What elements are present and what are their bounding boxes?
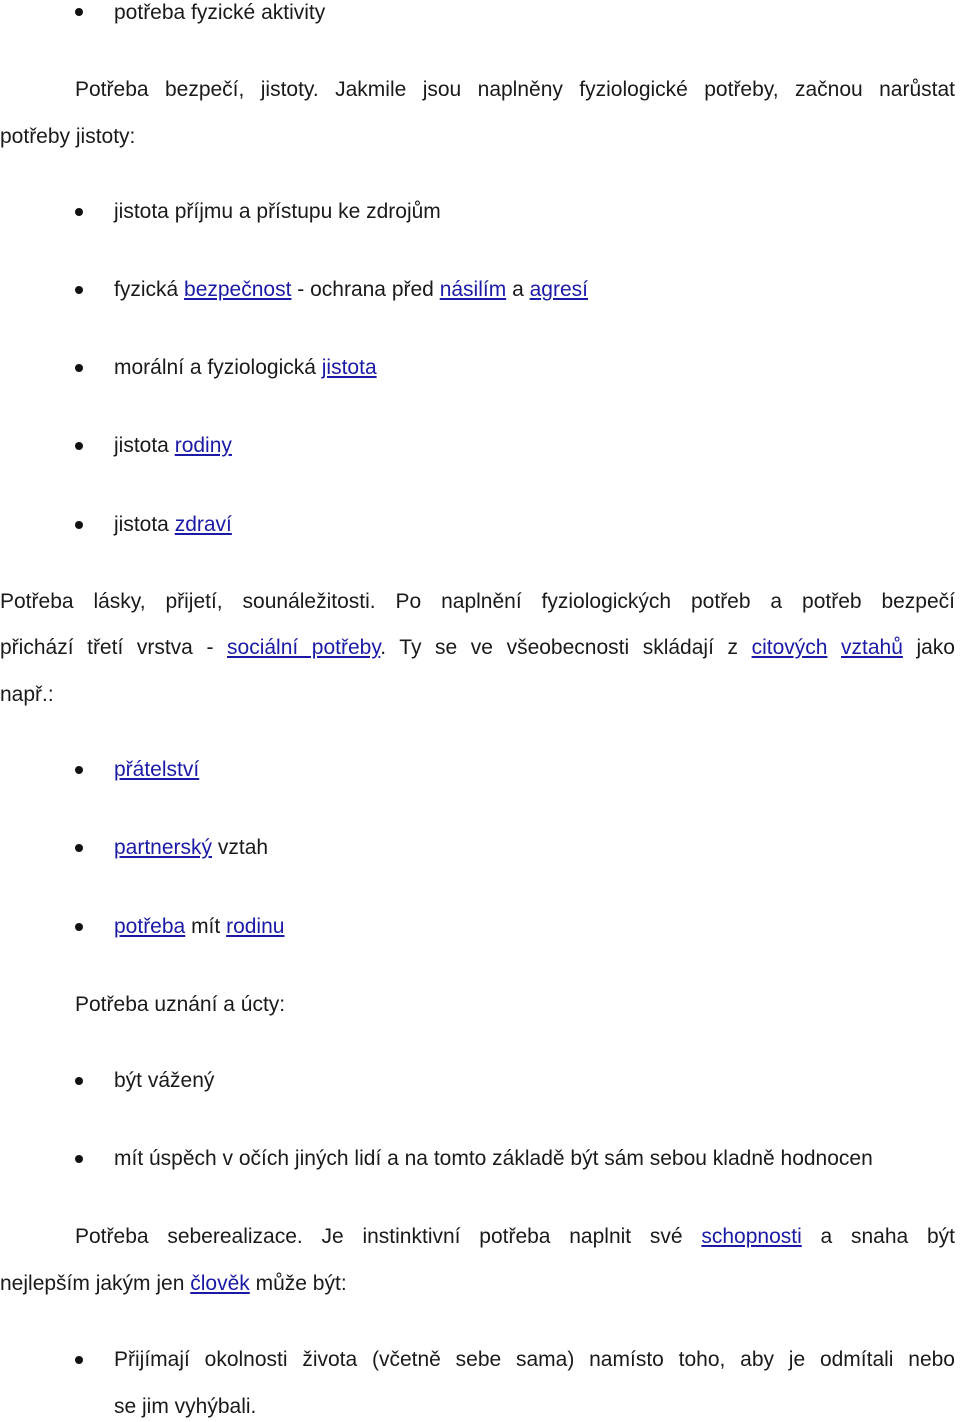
paragraph-text: může být: (249, 1272, 347, 1295)
link-rodinu[interactable]: rodinu (226, 915, 285, 938)
bullet-icon (75, 364, 83, 372)
bullet-icon (75, 923, 83, 931)
list-item-text: morální a fyziologická (114, 356, 322, 379)
list-item-text: být vážený (114, 1069, 215, 1092)
bullet-icon (75, 208, 83, 216)
list-item (114, 1146, 873, 1172)
list-item-text: jistota příjmu a přístupu ke zdrojům (114, 200, 441, 223)
paragraph-text: Potřeba seberealizace. Je instinktivní potřeba naplnit své (75, 1225, 702, 1248)
link-zdravi[interactable]: zdraví (174, 513, 232, 536)
list-item (114, 277, 588, 303)
link-pratelstvi[interactable]: přátelství (114, 758, 200, 781)
list-item-text: a (506, 278, 530, 301)
list-item-text: vztah (212, 836, 269, 859)
list-item-text: se jim vyhýbali. (114, 1395, 257, 1418)
link-vztahu[interactable]: vztahů (841, 636, 903, 659)
bullet-icon (75, 442, 83, 450)
bullet-icon (75, 8, 83, 16)
link-schopnosti[interactable]: schopnosti (701, 1225, 802, 1248)
paragraph-text: přichází třetí vrstva - (0, 636, 228, 659)
bullet-icon (75, 844, 83, 852)
list-item-text: mít úspěch v očích jiných lidí a na tomto základě být sám sebou kladně hodnocen (114, 1147, 873, 1170)
paragraph-text: . Ty se ve všeobecnosti skládají z (380, 636, 752, 659)
link-partnersky[interactable]: partnerský (114, 836, 213, 859)
paragraph-text: potřeby jistoty: (0, 125, 136, 148)
link-socialni-potreby[interactable]: sociální potřeby (227, 636, 381, 659)
link-rodiny[interactable]: rodiny (174, 434, 232, 457)
bullet-icon (75, 1077, 83, 1085)
paragraph-text: nejlepším jakým jen (0, 1272, 191, 1295)
bullet-icon (75, 1155, 83, 1163)
list-item-text: jistota (114, 434, 175, 457)
bullet-icon (75, 766, 83, 774)
paragraph-text: a snaha být (801, 1225, 955, 1248)
bullet-icon (75, 1356, 83, 1364)
paragraph-line (0, 635, 955, 661)
bullet-icon (75, 286, 83, 294)
list-item (114, 1347, 955, 1373)
paragraph-text: Potřeba uznání a úcty: (75, 993, 286, 1016)
list-item-text: jistota (114, 513, 175, 536)
paragraph-line (75, 77, 955, 103)
paragraph-text: Potřeba bezpečí, jistoty. Jakmile jsou naplněny fyziologické potřeby, začnou narůstat (75, 78, 955, 101)
list-item (114, 835, 268, 861)
list-item-continuation (114, 1394, 256, 1420)
paragraph-line (0, 124, 135, 150)
paragraph-text: např.: (0, 683, 54, 706)
link-bezpecnost[interactable]: bezpečnost (184, 278, 292, 301)
bullet-icon (75, 521, 83, 529)
list-item (114, 512, 232, 538)
paragraph-text: Potřeba lásky, přijetí, sounáležitosti. Po naplnění fyziologických potřeb a potřeb bezpečí (0, 590, 955, 613)
list-item-text: potřeba fyzické aktivity (114, 1, 326, 24)
link-agresi[interactable]: agresí (529, 278, 588, 301)
list-item-text: mít (185, 915, 227, 938)
link-potreba[interactable]: potřeba (114, 915, 186, 938)
paragraph-text (827, 636, 841, 659)
link-nasilim[interactable]: násilím (439, 278, 507, 301)
paragraph-line (75, 992, 285, 1018)
paragraph-line (0, 589, 955, 615)
list-item-text: - ochrana před (291, 278, 440, 301)
list-item (114, 355, 377, 381)
paragraph-line (0, 1271, 347, 1297)
list-item (114, 1068, 214, 1094)
link-jistota[interactable]: jistota (321, 356, 377, 379)
link-citovych[interactable]: citových (751, 636, 828, 659)
paragraph-line (0, 682, 54, 708)
list-item-text: fyzická (114, 278, 185, 301)
paragraph-text: jako (902, 636, 955, 659)
list-item (114, 0, 325, 26)
list-item (114, 914, 284, 940)
list-item (114, 757, 199, 783)
link-clovek[interactable]: člověk (190, 1272, 250, 1295)
list-item-text: Přijímají okolnosti života (včetně sebe sama) namísto toho, aby je odmítali nebo (114, 1348, 955, 1371)
list-item (114, 433, 232, 459)
list-item (114, 199, 441, 225)
paragraph-line (75, 1224, 955, 1250)
